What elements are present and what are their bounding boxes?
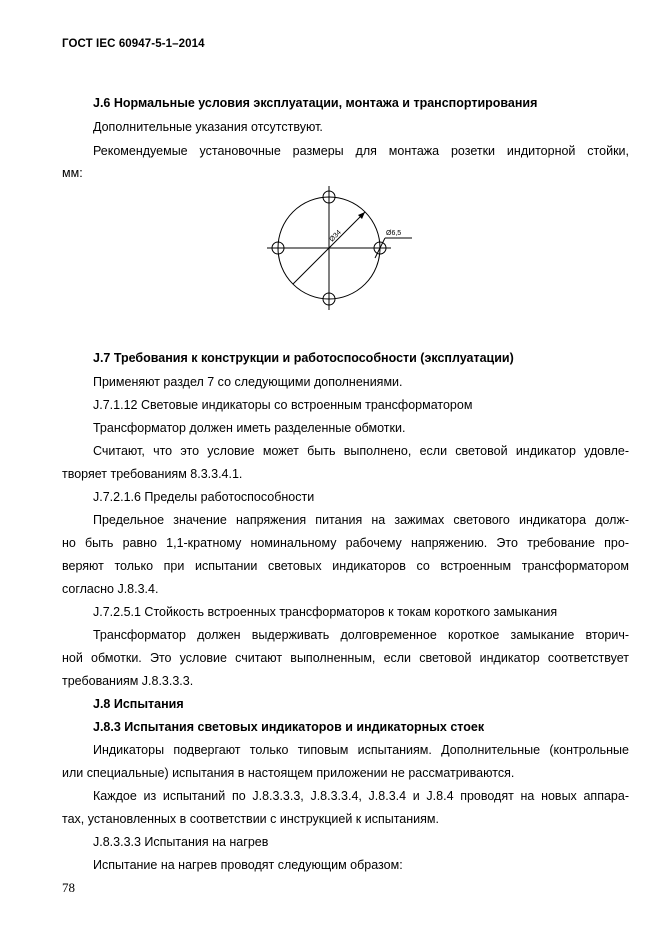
paragraph-line: тах, установленных в соответствии с инструкцией к испытаниям. <box>62 812 439 826</box>
paragraph-line: J.7.2.1.6 Пределы работоспособности <box>93 490 315 504</box>
paragraph-line: J.7.2.5.1 Стойкость встроенных трансформаторов к токам короткого замыкания <box>93 605 558 619</box>
circle-diameter-label: Ø34 <box>328 229 343 244</box>
section-heading-j83: J.8.3 Испытания световых индикаторов и индикаторных стоек <box>93 720 485 734</box>
paragraph-line: требованиям J.8.3.3.3. <box>62 674 194 688</box>
paragraph-line: мм: <box>62 166 83 180</box>
paragraph-line: веряют только при испытании световых индикаторов со встроенным трансформатором <box>62 559 629 573</box>
paragraph-line: Предельное значение напряжения питания на зажимах светового индикатора долж- <box>93 513 629 527</box>
mounting-dimensions-diagram <box>262 180 402 316</box>
paragraph-line: но быть равно 1,1-кратному номинальному рабочему напряжению. Это требование про- <box>62 536 629 550</box>
section-heading-j8: J.8 Испытания <box>93 697 184 711</box>
hole-diameter-label: Ø6,5 <box>386 230 402 237</box>
paragraph-line: согласно J.8.3.4. <box>62 582 159 596</box>
paragraph-line: или специальные) испытания в настоящем приложении не рассматриваются. <box>62 766 515 780</box>
paragraph-line: Трансформатор должен иметь разделенные обмотки. <box>93 421 406 435</box>
paragraph-line: J.7.1.12 Световые индикаторы со встроенным трансформатором <box>93 398 473 412</box>
paragraph-line: ной обмотки. Это условие считают выполненным, если световой индикатор соответствует <box>62 651 629 665</box>
page-number: 78 <box>62 880 75 895</box>
paragraph-line: Применяют раздел 7 со следующими дополнениями. <box>93 375 403 389</box>
paragraph-line: Считают, что это условие может быть выполнено, если световой индикатор удовле- <box>93 444 629 458</box>
paragraph-line: Каждое из испытаний по J.8.3.3.3, J.8.3.3.4, J.8.3.4 и J.8.4 проводят на новых аппара- <box>93 789 629 803</box>
paragraph-line: J.8.3.3.3 Испытания на нагрев <box>93 835 269 849</box>
section-heading-j7: J.7 Требования к конструкции и работоспособности (эксплуатации) <box>93 351 514 365</box>
paragraph-line: Дополнительные указания отсутствуют. <box>93 120 323 134</box>
paragraph-line: Испытание на нагрев проводят следующим образом: <box>93 858 403 872</box>
paragraph-line: Трансформатор должен выдерживать долговременное короткое замыкание вторич- <box>93 628 629 642</box>
paragraph-line: творяет требованиям 8.3.3.4.1. <box>62 467 243 481</box>
document-header: ГОСТ IEC 60947-5-1–2014 <box>62 38 205 50</box>
paragraph-line: Индикаторы подвергают только типовым испытаниям. Дополнительные (контрольные <box>93 743 629 757</box>
paragraph-line: Рекомендуемые установочные размеры для монтажа розетки индиторной стойки, <box>93 144 629 158</box>
section-heading-j6: J.6 Нормальные условия эксплуатации, монтажа и транспортирования <box>93 96 538 110</box>
